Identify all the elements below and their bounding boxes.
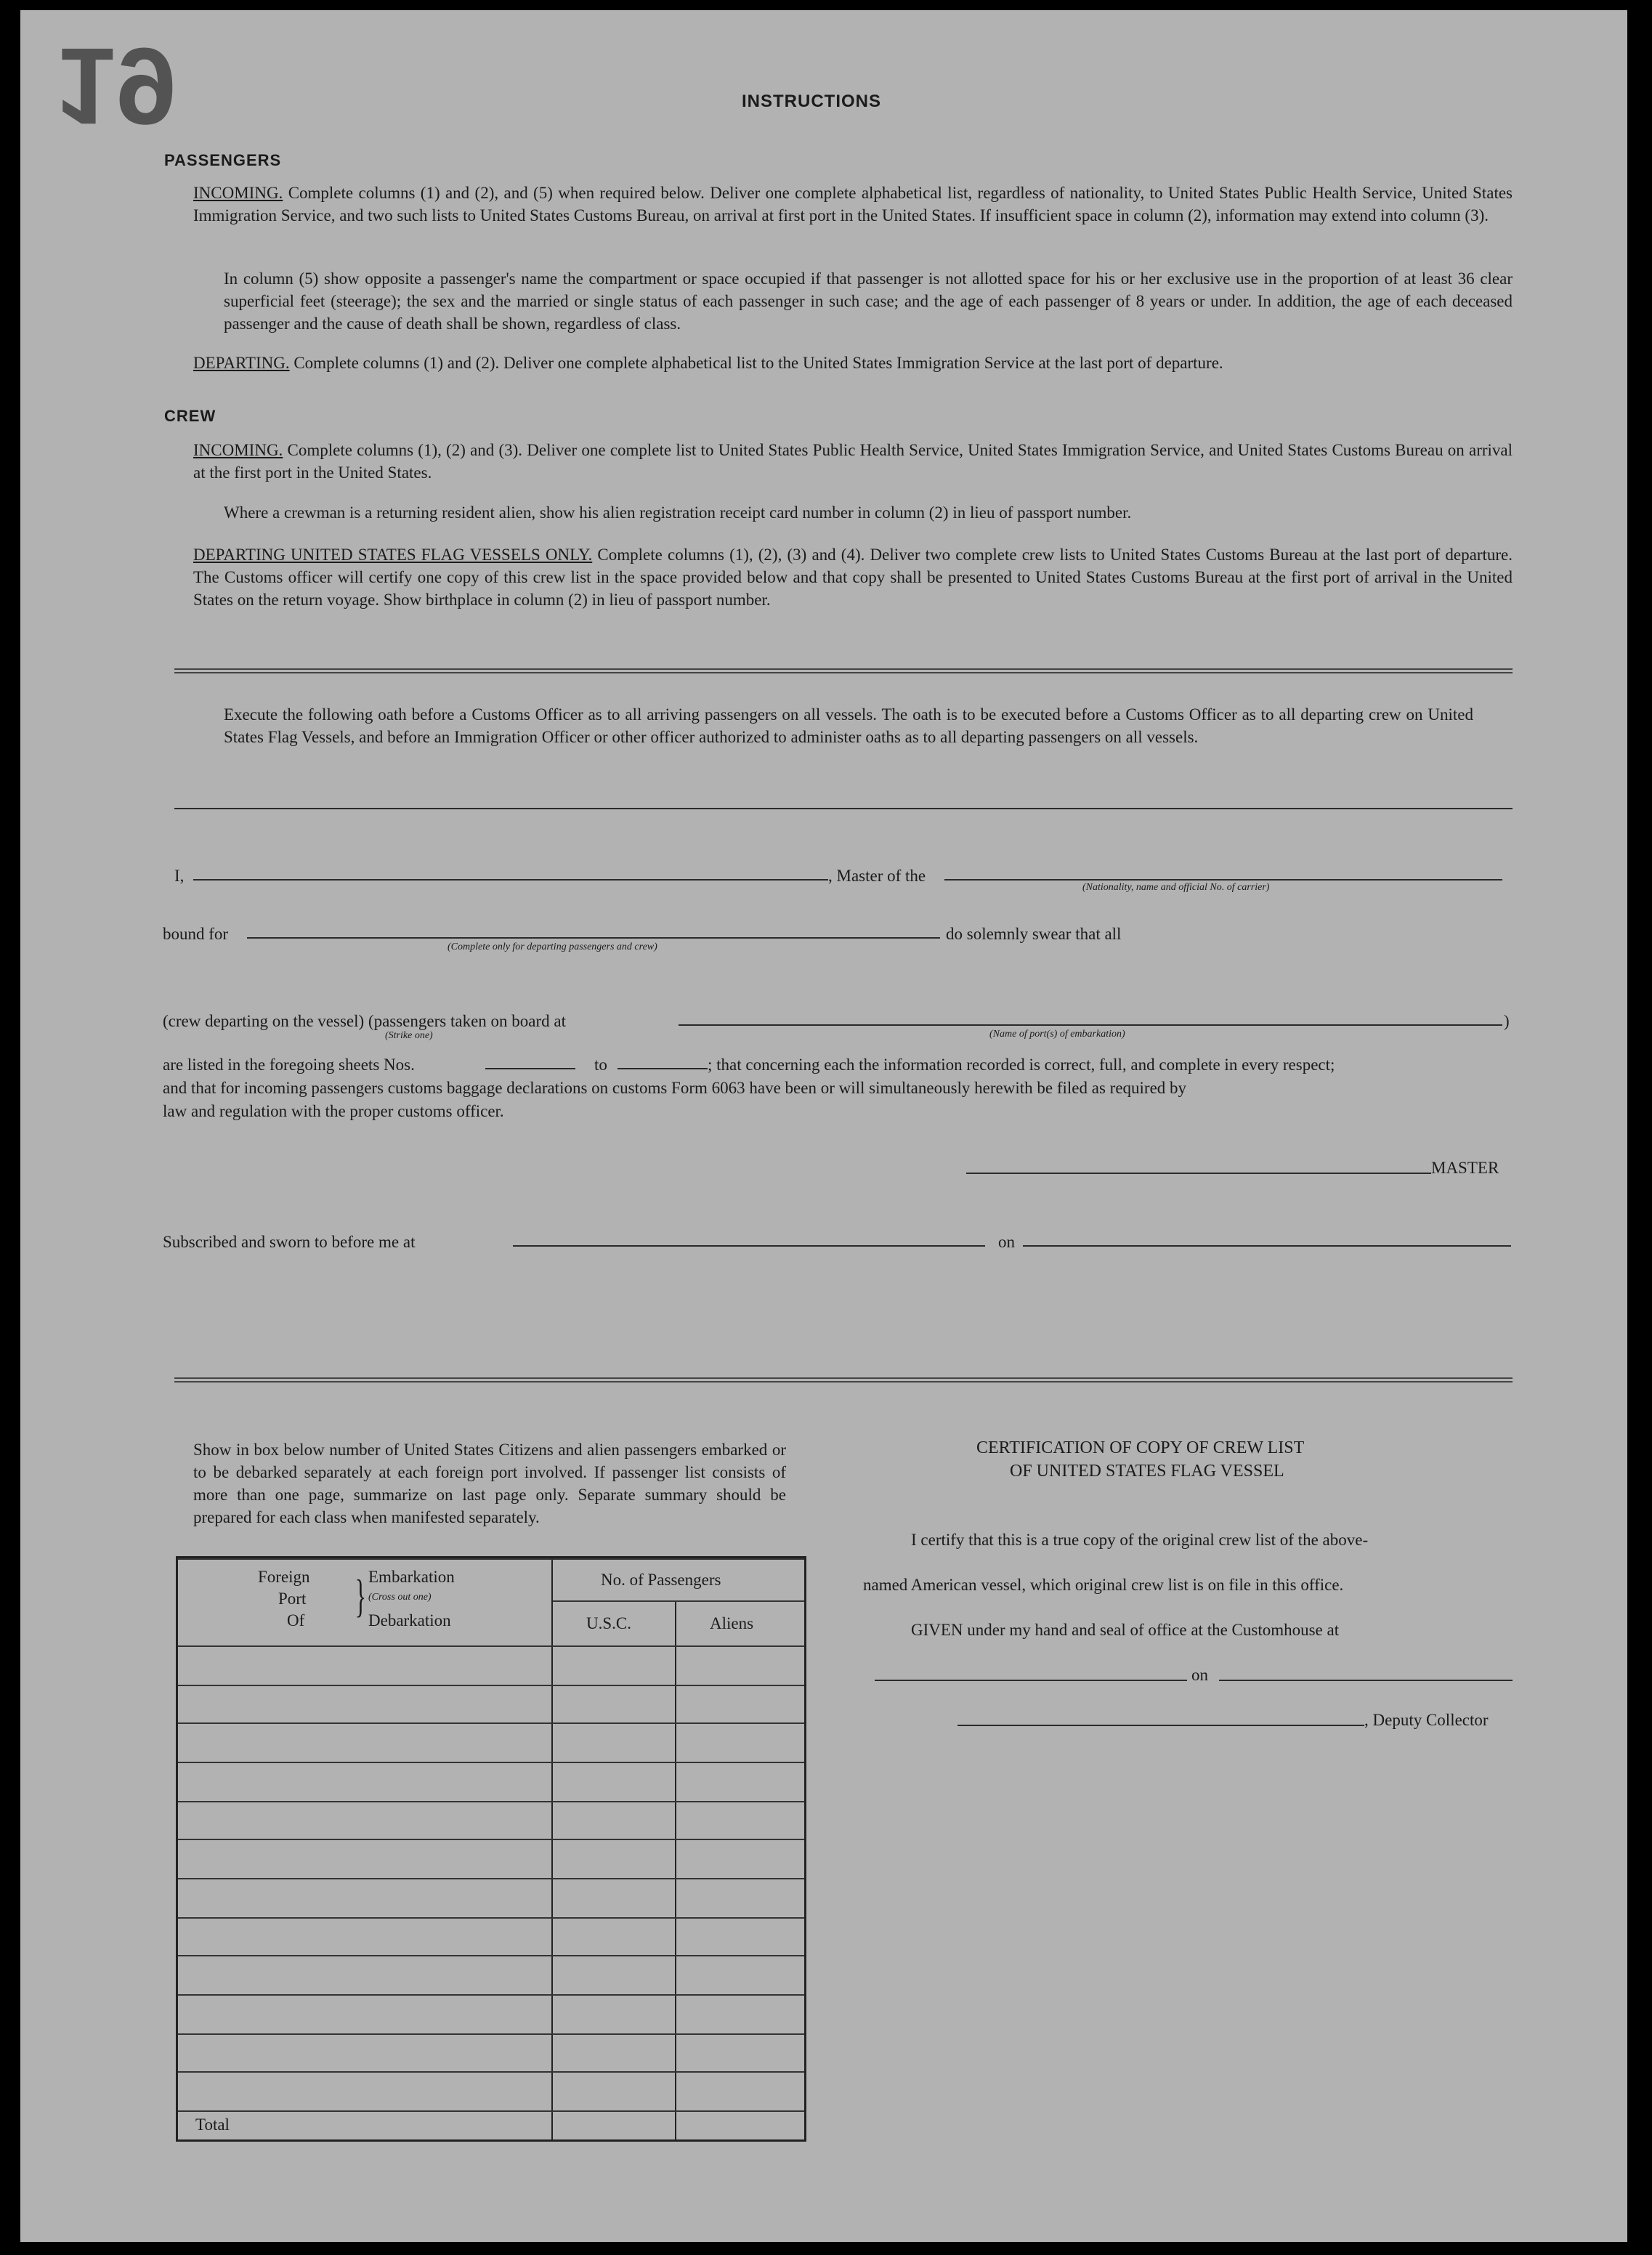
crew-heading: CREW [164, 407, 216, 425]
passengers-incoming-paragraph [193, 182, 1513, 227]
certification-date-field[interactable] [1219, 1680, 1513, 1681]
passenger-summary-table [176, 1556, 806, 2142]
subscribed-date-field[interactable] [1023, 1245, 1511, 1247]
summary-instructions: Show in box below number of United States Citizens and alien passengers embarked or to be debarked separately at each foreign port involved. If passenger list consists of more than one page, summarize on last page only. Separate summary should be prepared for each class when manifested separately. [193, 1441, 786, 1526]
table-header-port: Port [278, 1590, 307, 1608]
oath-intro-paragraph: Execute the following oath before a Customs Officer as to all arriving passengers on all vessels. The oath is to be executed before a Customs Officer as to all departing crew on United States Flag Vessels, and before an Immigration Officer or other officer authorized to administer oaths as to all departing passengers on all vessels. [224, 705, 1473, 746]
certification-on-text: on [1191, 1666, 1208, 1684]
oath-swear-text: do solemnly swear that all [946, 925, 1122, 943]
section-divider-thin [174, 808, 1513, 809]
sheet-from-field[interactable] [485, 1068, 575, 1069]
carrier-caption: (Nationality, name and official No. of carrier) [1082, 882, 1270, 893]
passengers-departing-label: DEPARTING. [193, 354, 290, 372]
table-header-debarkation: Debarkation [368, 1611, 451, 1629]
oath-to-text: to [594, 1056, 607, 1074]
crew-incoming-text: Complete columns (1), (2) and (3). Deliver one complete list to United States Public Health Service, United States Immigration Service, and United States Customs Bureau on arrival at the first port in the United States. [193, 441, 1513, 482]
crew-departing-label: DEPARTING UNITED STATES FLAG VESSELS ONLY. [193, 546, 593, 564]
document-page [20, 10, 1627, 2242]
oath-on-text: on [998, 1233, 1015, 1251]
customhouse-place-field[interactable] [875, 1680, 1187, 1681]
table-header-aliens: Aliens [710, 1614, 754, 1632]
deputy-collector-label: , Deputy Collector [1364, 1711, 1489, 1729]
table-header-cross-out: (Cross out one) [368, 1592, 432, 1603]
crew-departing-paragraph [193, 543, 1513, 611]
oath-bound-for-label: bound for [163, 925, 229, 943]
table-header-usc: U.S.C. [586, 1614, 631, 1632]
section-divider [174, 668, 1513, 673]
passengers-heading: PASSENGERS [164, 151, 282, 169]
table-header-embarkation: Embarkation [368, 1568, 455, 1586]
master-name-field[interactable] [193, 879, 828, 880]
oath-subscribed-text: Subscribed and sworn to before me at [163, 1233, 416, 1251]
passengers-incoming-text: Complete columns (1) and (2), and (5) when required below. Deliver one complete alphabetical list, regardless of nationality, to United States Public Health Service, United States Immigration Service, and two such lists to United States Customs Bureau, on arrival at first port in the United States. If insufficient space in column (2), information may extend into column (3). [193, 184, 1513, 224]
sheet-to-field[interactable] [618, 1068, 708, 1069]
crew-resident-paragraph: Where a crewman is a returning resident alien, show his alien registration receipt card number in column (2) in lieu of passport number. [224, 503, 1132, 522]
certification-title-line2: OF UNITED STATES FLAG VESSEL [1010, 1462, 1284, 1481]
crew-departing-text: Complete columns (1), (2), (3) and (4). Deliver two complete crew lists to United States Customs Bureau at the last port of departure. The Customs officer will certify one copy of this crew list in the space provided below and that copy shall be presented to United States Customs Bureau at the first port of arrival in the United States on the return voyage. Show birthplace in column (2) in lieu of passport number. [193, 546, 1513, 609]
strike-one-caption: (Strike one) [385, 1030, 433, 1041]
bound-for-caption: (Complete only for departing passengers and crew) [448, 942, 657, 952]
certification-given-text: GIVEN under my hand and seal of office at the Customhouse at [911, 1621, 1340, 1639]
crew-incoming-paragraph [193, 439, 1513, 484]
table-header-foreign: Foreign [258, 1568, 310, 1586]
oath-law-text: law and regulation with the proper customs officer. [163, 1102, 504, 1120]
oath-master-of-label: , Master of the [828, 867, 926, 885]
table-brace: } [355, 1570, 367, 1622]
certification-title-line1: CERTIFICATION OF COPY OF CREW LIST [976, 1438, 1305, 1457]
passengers-departing-paragraph [193, 352, 1513, 374]
page-title: INSTRUCTIONS [742, 92, 881, 111]
bound-for-field[interactable] [247, 937, 940, 939]
crew-incoming-label: INCOMING. [193, 441, 283, 459]
embarkation-ports-field[interactable] [679, 1024, 1502, 1026]
master-label: MASTER [1431, 1159, 1499, 1177]
oath-listed-in-text: are listed in the foregoing sheets Nos. [163, 1056, 415, 1074]
close-paren: ) [1504, 1012, 1510, 1030]
certification-text-line1: I certify that this is a true copy of the original crew list of the above- [911, 1531, 1369, 1549]
table-total-label: Total [195, 2116, 230, 2134]
passengers-incoming-label: INCOMING. [193, 184, 283, 202]
oath-baggage-text: and that for incoming passengers customs baggage declarations on customs Form 6063 have been or will simultaneously herewith be filed as required by [163, 1079, 1187, 1097]
oath-crew-departing-text: (crew departing on the vessel) (passengers taken on board at [163, 1012, 566, 1030]
table-header-no-of-passengers: No. of Passengers [601, 1571, 721, 1589]
section-divider [174, 1377, 1513, 1382]
ports-caption: (Name of port(s) of embarkation) [989, 1029, 1125, 1040]
carrier-field[interactable] [944, 879, 1502, 880]
table-header-of: Of [287, 1611, 305, 1629]
master-signature-field[interactable] [966, 1173, 1431, 1174]
oath-concerning-text: ; that concerning each the information recorded is correct, full, and complete in every respect; [708, 1056, 1335, 1074]
passengers-departing-text: Complete columns (1) and (2). Deliver one complete alphabetical list to the United States Immigration Service at the last port of departure. [293, 354, 1223, 372]
subscribed-place-field[interactable] [513, 1245, 985, 1247]
handwritten-page-number: 19 [55, 25, 177, 147]
deputy-collector-signature-field[interactable] [957, 1725, 1364, 1726]
certification-text-line2: named American vessel, which original crew list is on file in this office. [863, 1576, 1344, 1594]
oath-i-label: I, [174, 867, 185, 885]
passengers-column5-paragraph: In column (5) show opposite a passenger's name the compartment or space occupied if that passenger is not allotted space for his or her exclusive use in the proportion of at least 36 clear superficial feet (steerage); the sex and the married or single status of each passenger in such case; and the age of each passenger of 8 years or under. In addition, the age of each deceased passenger and the cause of death shall be shown, regardless of class. [224, 270, 1513, 333]
